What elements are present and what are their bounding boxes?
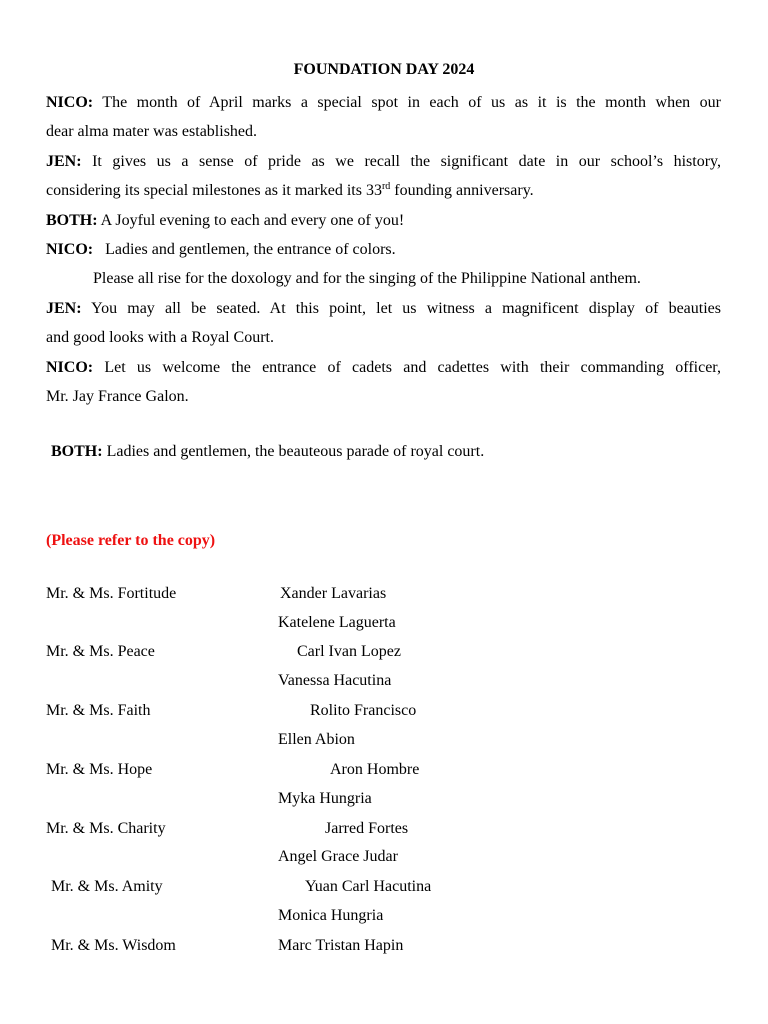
line-text: and good looks with a Royal Court. <box>46 329 274 347</box>
court-name: Rolito Francisco <box>310 702 417 719</box>
court-title: Mr. & Ms. Fortitude <box>46 585 177 602</box>
script-line <box>46 88 721 117</box>
line-text: Mr. Jay France Galon. <box>46 388 189 406</box>
court-title: Mr. & Ms. Wisdom <box>51 937 176 954</box>
speaker-label: JEN: <box>46 152 82 170</box>
speaker-label: NICO: <box>46 358 94 376</box>
script-line <box>46 353 721 382</box>
script-line <box>46 382 721 411</box>
line-text: dear alma mater was established. <box>46 123 258 141</box>
line-text: The month of April marks a special spot in each of us as it is the month when our <box>93 94 721 111</box>
script-line <box>46 235 721 264</box>
ordinal-suffix: rd <box>381 181 391 193</box>
court-title: Mr. & Ms. Charity <box>46 820 166 837</box>
court-name: Marc Tristan Hapin <box>278 937 404 954</box>
speaker-label: JEN: <box>46 299 82 317</box>
script-line <box>46 176 721 205</box>
script-line <box>46 264 721 293</box>
court-title: Mr. & Ms. Hope <box>46 761 153 778</box>
court-name: Ellen Abion <box>278 731 355 748</box>
line-text: considering its special milestones as it marked its 33 <box>46 182 382 200</box>
script-line <box>46 323 721 352</box>
script-line <box>46 117 721 146</box>
program-script <box>46 88 721 411</box>
court-name: Aron Hombre <box>330 761 420 778</box>
speaker-label: NICO: <box>46 241 94 259</box>
line-text: Ladies and gentlemen, the beauteous parade of royal court. <box>102 443 485 460</box>
court-name: Jarred Fortes <box>325 820 409 837</box>
speaker-label: BOTH: <box>51 443 103 460</box>
line-text: You may all be seated. At this point, let us witness a magnificent display of beauties <box>81 299 721 317</box>
court-name: Myka Hungria <box>278 790 372 807</box>
line-text: Let us welcome the entrance of cadets and cadettes with their commanding officer, <box>93 358 721 376</box>
court-name: Xander Lavarias <box>280 585 387 602</box>
script-line <box>46 147 721 176</box>
court-name: Vanessa Hacutina <box>278 672 392 689</box>
line-text: Ladies and gentlemen, the entrance of colors. <box>93 241 396 259</box>
court-name: Carl Ivan Lopez <box>297 643 401 660</box>
court-name: Yuan Carl Hacutina <box>305 878 432 895</box>
line-text: It gives us a sense of pride as we recall the significant date in our school’s history, <box>81 152 721 170</box>
court-title: Mr. & Ms. Faith <box>46 702 151 719</box>
line-text: Please all rise for the doxology and for the singing of the Philippine National anthem. <box>93 270 641 288</box>
document-title: FOUNDATION DAY 2024 <box>293 61 475 78</box>
court-name: Katelene Laguerta <box>278 614 396 631</box>
script-line <box>46 294 721 323</box>
script-line <box>46 206 721 235</box>
script-line-closing <box>51 440 484 464</box>
speaker-label: NICO: <box>46 94 94 111</box>
court-name: Angel Grace Judar <box>278 848 398 865</box>
court-title: Mr. & Ms. Peace <box>46 643 155 660</box>
red-note: (Please refer to the copy) <box>46 532 216 549</box>
speaker-label: BOTH: <box>46 211 98 229</box>
court-name: Monica Hungria <box>278 907 384 924</box>
court-title: Mr. & Ms. Amity <box>51 878 163 895</box>
line-text: A Joyful evening to each and every one of you! <box>97 211 405 229</box>
line-text: founding anniversary. <box>390 182 534 200</box>
